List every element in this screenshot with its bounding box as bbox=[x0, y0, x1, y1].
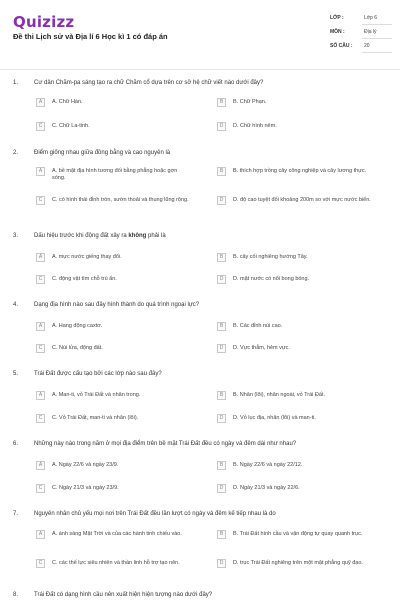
option-letter: B bbox=[217, 253, 226, 262]
option-text: B. Ngày 22/6 và ngày 22/12. bbox=[233, 462, 303, 468]
meta-value: Lớp 6 bbox=[364, 15, 378, 21]
meta-label: SỐ CÂU : bbox=[330, 43, 353, 49]
question-number: 4. bbox=[13, 302, 19, 308]
question-text: Dấu hiệu trước khi động đất xảy ra không phải là bbox=[34, 233, 166, 239]
option-text: D. Vỏ lục địa, nhân (lõi) và man-ti. bbox=[233, 415, 316, 421]
option-letter: A bbox=[36, 167, 45, 176]
option-letter: D bbox=[217, 344, 226, 353]
meta-value: 20 bbox=[364, 43, 370, 49]
meta-underline bbox=[362, 38, 392, 39]
option-text: A. Man-ti, vỏ Trái Đất và nhân trong. bbox=[52, 392, 141, 398]
question-number: 2. bbox=[13, 150, 19, 156]
option-letter: B bbox=[217, 322, 226, 331]
option-text: C. có hình thái đỉnh tròn, sườn thoải và thung lũng rộng. bbox=[52, 197, 189, 203]
option-text: B. Các đỉnh núi cao. bbox=[233, 323, 283, 329]
meta-underline bbox=[362, 52, 392, 53]
option-letter: D bbox=[217, 559, 226, 568]
option-letter: B bbox=[217, 461, 226, 470]
option-letter: D bbox=[217, 275, 226, 284]
option-letter: C bbox=[36, 559, 45, 568]
option-letter: A bbox=[36, 530, 45, 539]
option-text: C. động vật tìm chỗ trú ẩn. bbox=[52, 276, 117, 282]
question-text: Điểm giống nhau giữa đồng bằng và cao nguyên là bbox=[34, 150, 171, 156]
option-text: A. bề mặt địa hình tương đối bằng phẳng hoặc gợn sóng. bbox=[52, 168, 178, 181]
option-text: D. Ngày 21/3 và ngày 22/6. bbox=[233, 485, 300, 491]
option-letter: A bbox=[36, 322, 45, 331]
option-text: A. mực nước giếng thay đổi. bbox=[52, 254, 122, 260]
meta-row-subject bbox=[330, 26, 392, 40]
option-letter: C bbox=[36, 344, 45, 353]
option-text: A. Ngày 22/6 và ngày 23/9. bbox=[52, 462, 119, 468]
option-text: B. Trái Đất hình cầu và vận động tự quay quanh trục. bbox=[233, 531, 363, 537]
option-letter: B bbox=[217, 391, 226, 400]
option-text: C. Chữ La-tinh. bbox=[52, 123, 90, 129]
question-text: Trái Đất được cấu tạo bởi các lớp nào sau đây? bbox=[34, 371, 162, 377]
meta-label: LỚP : bbox=[330, 15, 344, 21]
option-letter: D bbox=[217, 414, 226, 423]
question-number: 8. bbox=[13, 592, 19, 598]
question-number: 1. bbox=[13, 80, 19, 86]
option-letter: C bbox=[36, 484, 45, 493]
option-text: C. Vỏ Trái Đất, man-ti và nhân (lõi). bbox=[52, 415, 139, 421]
question-text: Dạng địa hình nào sau đây hình thành do quá trình ngoại lực? bbox=[34, 302, 200, 308]
option-text: A. ánh sáng Mặt Trời và của các hành tinh chiếu vào. bbox=[52, 531, 182, 537]
option-text: D. độ cao tuyệt đối khoảng 200m so với mực nước biển. bbox=[233, 197, 371, 203]
option-text: B. cây cối nghiêng hướng Tây. bbox=[233, 254, 308, 260]
option-letter: B bbox=[217, 98, 226, 107]
question-text: Trái Đất có dạng hình cầu nên xuất hiện hiện tượng nào dưới đây? bbox=[34, 592, 213, 598]
option-text: D. trục Trái Đất nghiêng trên một mặt phẳng quỹ đạo. bbox=[233, 560, 363, 566]
option-letter: D bbox=[217, 122, 226, 131]
document-title: Đề thi Lịch sử và Địa lí 6 Học kì 1 có đáp án bbox=[13, 32, 168, 41]
option-text: B. Nhân (lõi), nhân ngoài, vỏ Trái Đất. bbox=[233, 392, 326, 398]
option-letter: D bbox=[217, 484, 226, 493]
option-text: D. Chữ hình nêm. bbox=[233, 123, 277, 129]
quizizz-logo[interactable]: Quizizz bbox=[13, 13, 75, 31]
option-text: C. Ngày 21/3 và ngày 23/9. bbox=[52, 485, 119, 491]
meta-label: MÔN : bbox=[330, 29, 345, 35]
option-letter: C bbox=[36, 122, 45, 131]
option-letter: C bbox=[36, 275, 45, 284]
meta-value: Địa lý bbox=[364, 29, 377, 35]
question-text: Những này nào trong năm ở mọi địa điểm trên bề mặt Trái Đất đều có ngày và đêm dài như nhau? bbox=[34, 441, 297, 447]
option-letter: B bbox=[217, 530, 226, 539]
option-text: D. mặt nước có nổi bong bóng. bbox=[233, 276, 310, 282]
option-letter: C bbox=[36, 414, 45, 423]
question-text: Nguyên nhân chủ yếu mọi nơi trên Trái Đất đều lần lượt có ngày và đêm kế tiếp nhau là do bbox=[34, 511, 276, 517]
option-letter: A bbox=[36, 391, 45, 400]
option-letter: C bbox=[36, 196, 45, 205]
meta-row-count bbox=[330, 40, 392, 54]
question-number: 3. bbox=[13, 233, 19, 239]
option-text: C. Núi lửa, động đất. bbox=[52, 345, 103, 351]
option-text: B. thích hợp trồng cây công nghiệp và cây lương thực. bbox=[233, 168, 367, 174]
question-number: 5. bbox=[13, 371, 19, 377]
option-text: D. Vực thẳm, hẻm vực. bbox=[233, 345, 290, 351]
question-text: Cư dân Chăm-pa sáng tạo ra chữ Chăm cổ dựa trên cơ sở hệ chữ viết nào dưới đây? bbox=[34, 80, 264, 86]
option-letter: A bbox=[36, 253, 45, 262]
meta-row-grade bbox=[330, 12, 392, 26]
option-text: B. Chữ Phạn. bbox=[233, 99, 267, 105]
page-header bbox=[0, 0, 400, 70]
meta-underline bbox=[362, 24, 392, 25]
question-number: 6. bbox=[13, 441, 19, 447]
option-text: A. Chữ Hán. bbox=[52, 99, 83, 105]
meta-panel bbox=[330, 12, 392, 54]
option-letter: B bbox=[217, 167, 226, 176]
option-text: A. Hang động caxtơ. bbox=[52, 323, 103, 329]
option-letter: A bbox=[36, 461, 45, 470]
option-letter: D bbox=[217, 196, 226, 205]
option-letter: A bbox=[36, 98, 45, 107]
question-number: 7. bbox=[13, 511, 19, 517]
option-text: C. các thế lực siêu nhiên và thần linh hỗ trợ tạo nên. bbox=[52, 560, 180, 566]
